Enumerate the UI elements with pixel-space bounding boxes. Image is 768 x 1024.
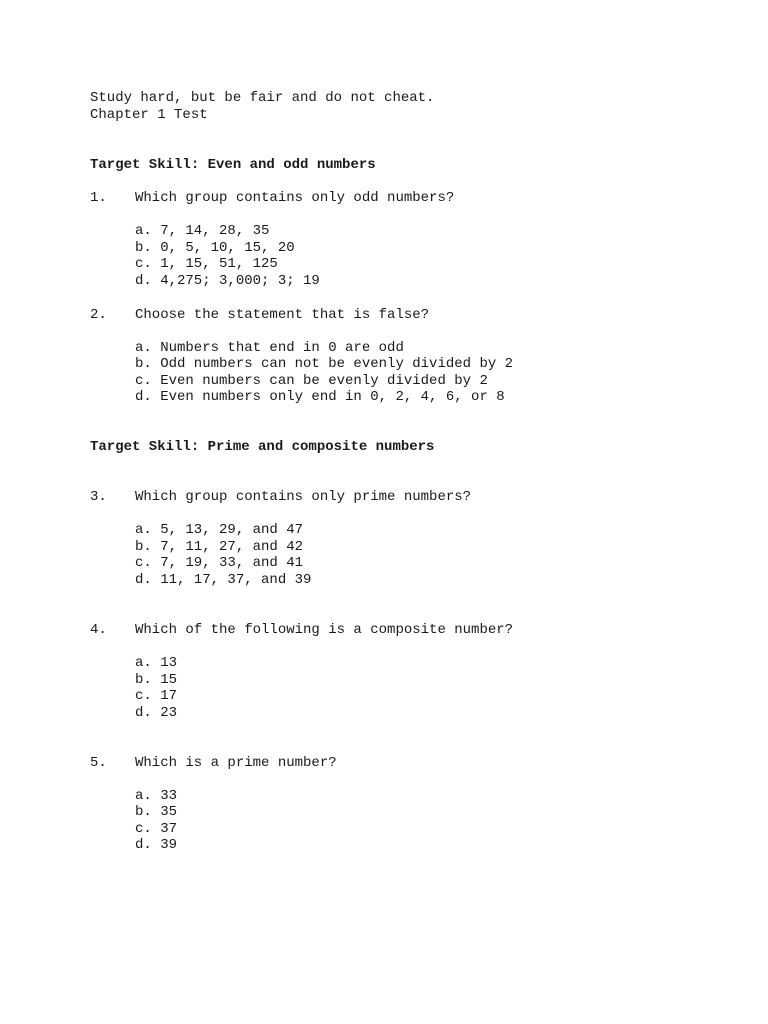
answer-option: d. 4,275; 3,000; 3; 19 xyxy=(135,273,320,289)
section-heading-prime-composite: Target Skill: Prime and composite numbers xyxy=(90,439,435,455)
section-heading-even-odd: Target Skill: Even and odd numbers xyxy=(90,157,376,173)
question-text: Which group contains only prime numbers? xyxy=(135,489,472,505)
question-text: Choose the statement that is false? xyxy=(135,307,430,323)
answer-option: b. 7, 11, 27, and 42 xyxy=(135,539,304,555)
question-number: 3. xyxy=(90,489,107,505)
answer-option: a. Numbers that end in 0 are odd xyxy=(135,340,404,356)
answer-option: a. 5, 13, 29, and 47 xyxy=(135,522,304,538)
answer-option: c. 7, 19, 33, and 41 xyxy=(135,555,304,571)
answer-option: a. 7, 14, 28, 35 xyxy=(135,223,270,239)
answer-option: d. 39 xyxy=(135,837,178,853)
test-title: Chapter 1 Test xyxy=(90,107,208,123)
answer-option: a. 13 xyxy=(135,655,178,671)
question-number: 4. xyxy=(90,622,107,638)
question-text: Which is a prime number? xyxy=(135,755,337,771)
answer-option: c. 1, 15, 51, 125 xyxy=(135,256,278,272)
question-number: 1. xyxy=(90,190,107,206)
intro-note: Study hard, but be fair and do not cheat. xyxy=(90,90,435,106)
answer-option: d. 23 xyxy=(135,705,178,721)
question-text: Which group contains only odd numbers? xyxy=(135,190,455,206)
answer-option: d. Even numbers only end in 0, 2, 4, 6, or 8 xyxy=(135,389,505,405)
question-number: 2. xyxy=(90,307,107,323)
answer-option: b. 15 xyxy=(135,672,178,688)
answer-option: b. Odd numbers can not be evenly divided by 2 xyxy=(135,356,514,372)
answer-option: a. 33 xyxy=(135,788,178,804)
question-text: Which of the following is a composite number? xyxy=(135,622,514,638)
answer-option: c. 17 xyxy=(135,688,178,704)
question-number: 5. xyxy=(90,755,107,771)
answer-option: d. 11, 17, 37, and 39 xyxy=(135,572,312,588)
answer-option: c. 37 xyxy=(135,821,178,837)
answer-option: b. 0, 5, 10, 15, 20 xyxy=(135,240,295,256)
answer-option: c. Even numbers can be evenly divided by 2 xyxy=(135,373,488,389)
answer-option: b. 35 xyxy=(135,804,178,820)
